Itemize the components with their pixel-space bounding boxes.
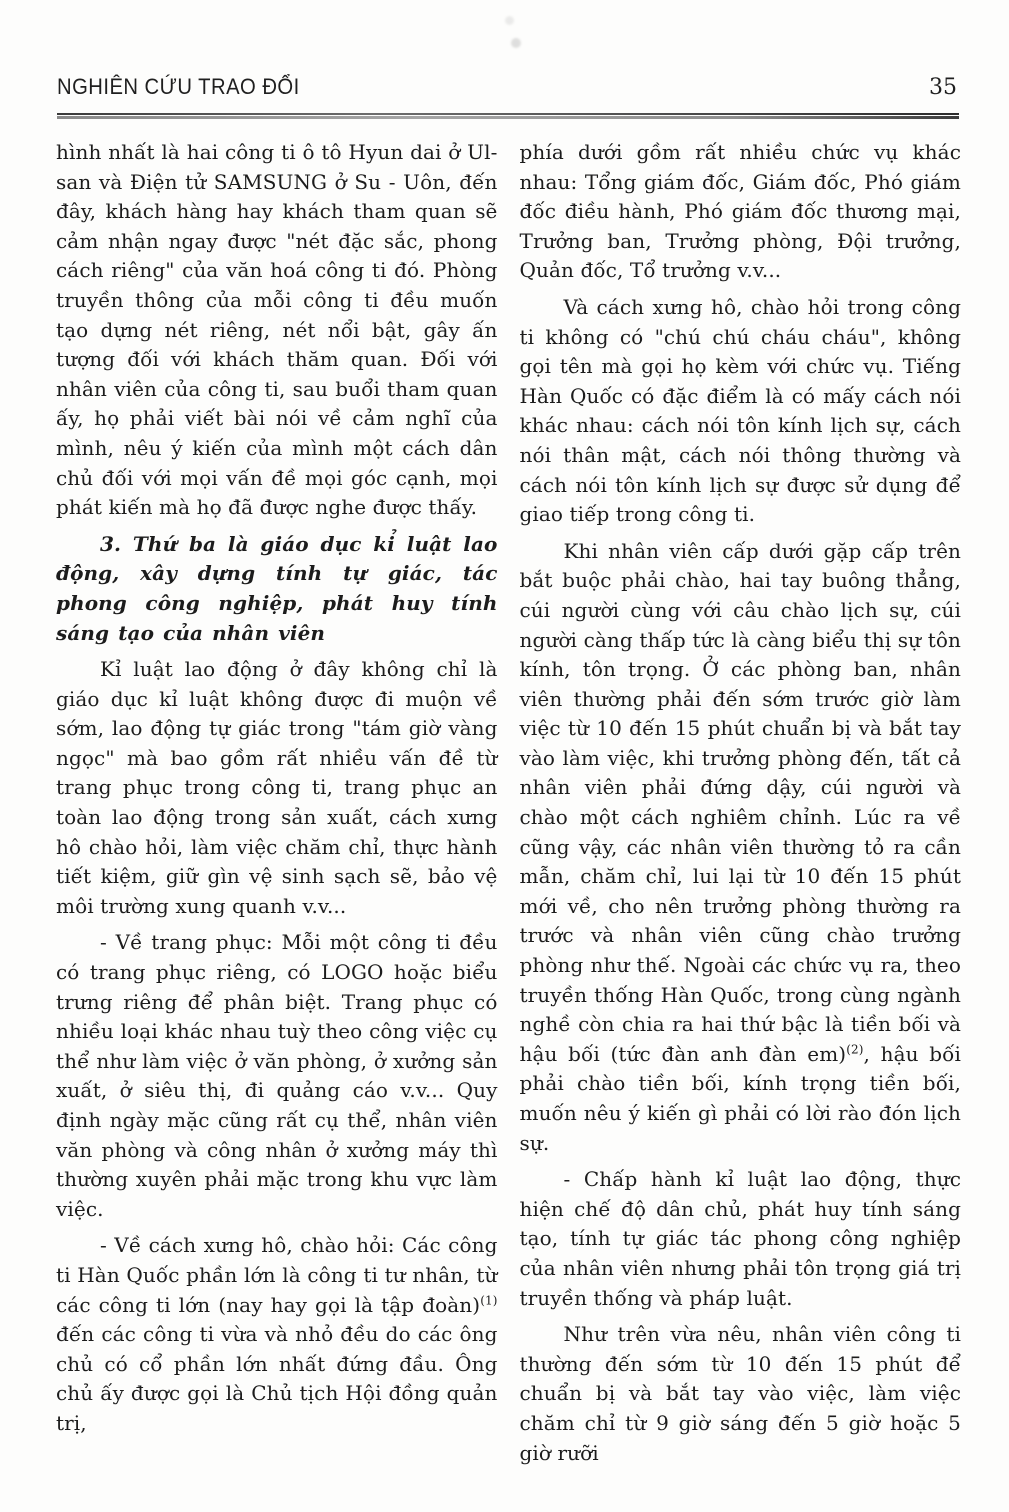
right-column xyxy=(520,138,962,1475)
paragraph: Kỉ luật lao động ở đây không chỉ là giáo dục kỉ luật không được đi muộn về sớm, lao động tự giác trong "tám giờ vàng ngọc" mà bao gồm rất nhiều vấn đề từ trang phục trong công ti, trang phục an toàn lao động trong sản xuất, cách xưng hô chào hỏi, làm việc chăm chỉ, thực hành tiết kiệm, giữ gìn vệ sinh sạch sẽ, bảo vệ môi trường xung quanh v.v... xyxy=(56,657,498,918)
paragraph xyxy=(520,537,962,1158)
paragraph: - Về trang phục: Mỗi một công ti đều có trang phục riêng, có LOGO hoặc biểu trưng riêng để phân biệt. Trang phục có nhiều loại khác nhau tuỳ theo công việc cụ thể như làm việc ở văn phòng, ở xưởng sản xuất, ở siêu thị, đi quảng cáo v.v... Quy định ngày mặc cũng rất cụ thể, nhân viên văn phòng và công nhân ở xưởng máy thì thường xuyên phải mặc trong khu vực làm việc. xyxy=(56,930,498,1221)
scan-speck xyxy=(505,16,514,25)
paragraph: Như trên vừa nêu, nhân viên công ti thường đến sớm từ 10 đến 15 phút để chuẩn bị và bắt tay vào việc, làm việc chăm chỉ từ 9 giờ sáng đến 5 giờ hoặc 5 giờ rưỡi xyxy=(519,1322,961,1465)
page-header xyxy=(57,74,957,100)
header-rule xyxy=(57,113,959,121)
page-number: 35 xyxy=(929,75,957,100)
journal-section-title: NGHIÊN CỨU TRAO ĐỔI xyxy=(57,74,300,99)
paragraph-text: đến các công ti vừa và nhỏ đều do các ông chủ có cổ phần lớn nhất đứng đầu. Ông chủ ấy được gọi là Chủ tịch Hội đồng quản trị, xyxy=(56,1322,498,1435)
two-column-text-block xyxy=(56,138,961,1475)
section-heading: 3. Thứ ba là giáo dục kỉ luật lao động, xây dựng tính tự giác, tác phong công nghiệp, phát huy tính sáng tạo của nhân viên xyxy=(56,531,498,645)
footnote-ref-2: (2) xyxy=(846,1042,864,1057)
header-rule-thick xyxy=(57,116,959,119)
paragraph: Và cách xưng hô, chào hỏi trong công ti không có "chú chú cháu cháu", không gọi tên mà gọi họ kèm với chức vụ. Tiếng Hàn Quốc có đặc điểm là có mấy cách nói khác nhau: cách nói tôn kính lịch sự, cách nói thân mật, cách nói thông thường và cách nói tôn kính lịch sự được sử dụng để giao tiếp trong công ti. xyxy=(519,294,961,527)
scan-speck xyxy=(511,38,521,48)
header-rule-thin xyxy=(57,113,959,115)
paragraph-text: Khi nhân viên cấp dưới gặp cấp trên bắt buộc phải chào, hai tay buông thẳng, cúi người cùng với câu chào lịch sự, cúi người càng thấp tức là càng biểu thị sự tôn kính, tôn trọng. Ở các phòng ban, nhân viên thường phải đến sớm trước giờ làm việc từ 10 đến 15 phút chuẩn bị và bắt tay vào làm việc, khi trưởng phòng đến, tất cả nhân viên phải đứng dậy, cúi người và chào một cách nghiêm chỉnh. Lúc ra về cũng vậy, các nhân viên thường tỏ ra cần mẫn, chăm chỉ, lui lại từ 10 đến 15 phút mới về, cho nên trưởng phòng thường ra trước và nhân viên cũng chào trưởng phòng như thế. Ngoài các chức vụ ra, theo truyền thống Hàn Quốc, trong cùng ngành nghề còn chia ra hai thứ bậc là tiền bối và hậu bối (tức đàn anh đàn em) xyxy=(519,538,961,1066)
paragraph-continuation: phía dưới gồm rất nhiều chức vụ khác nhau: Tổng giám đốc, Giám đốc, Phó giám đốc điều hành, Phó giám đốc thương mại, Trưởng ban, Trưởng phòng, Đội trưởng, Quản đốc, Tổ trưởng v.v... xyxy=(519,140,961,283)
footnote-ref-1: (1) xyxy=(480,1292,498,1307)
paragraph xyxy=(56,1231,498,1438)
left-column xyxy=(56,138,498,1475)
paragraph-text: , hậu bối phải chào tiền bối, kính trọng tiền bối, muốn nêu ý kiến gì phải có lời rào đón lịch sự. xyxy=(519,1041,961,1155)
paragraph-text: - Về cách xưng hô, chào hỏi: Các công ti Hàn Quốc phần lớn là công ti tư nhân, từ các công ti lớn (nay hay gọi là tập đoàn) xyxy=(56,1233,498,1317)
paragraph: - Chấp hành kỉ luật lao động, thực hiện chế độ dân chủ, phát huy tính sáng tạo, tính tự giác tác phong công nghiệp của nhân viên nhưng phải tôn trọng giá trị truyền thống và pháp luật. xyxy=(519,1167,961,1310)
paragraph-continuation: hình nhất là hai công ti ô tô Hyun dai ở Ul-san và Điện tử SAMSUNG ở Su - Uôn, đến đây, khách hàng hay khách tham quan sẽ cảm nhận ngay được "nét đặc sắc, phong cách riêng" của văn hoá công ti đó. Phòng truyền thông của mỗi công ti đều muốn tạo dựng nét riêng, nét nổi bật, gây ấn tượng đối với khách thăm quan. Đối với nhân viên của công ti, sau buổi tham quan ấy, họ phải viết bài nói về cảm nghĩ của mình, nêu ý kiến của mình một cách dân chủ đối với mọi vấn đề mọi góc cạnh, mọi phát kiến mà họ đã được nghe được thấy. xyxy=(56,140,498,520)
